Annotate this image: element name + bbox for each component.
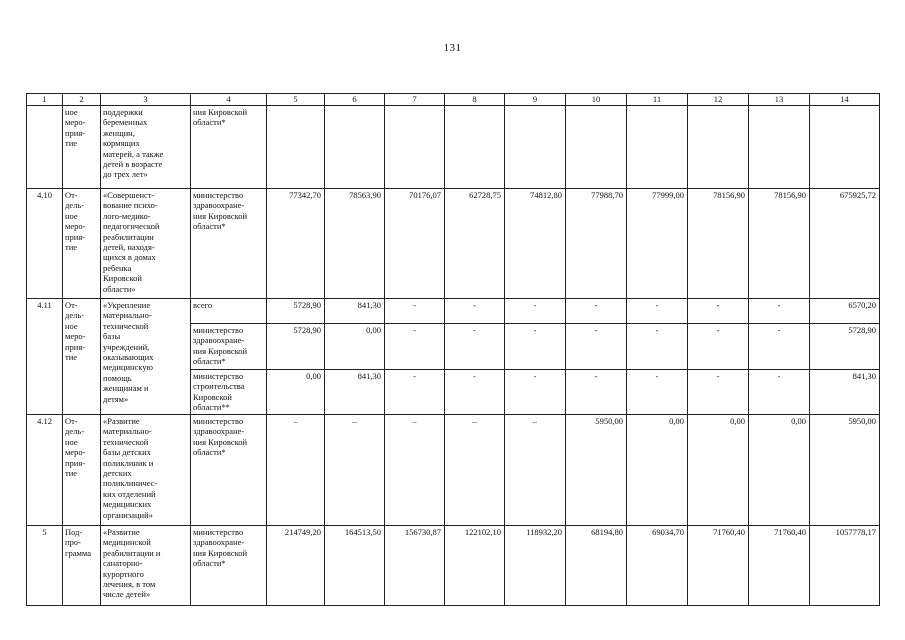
value-cell: 675925,72 (810, 189, 880, 299)
table-row-4-10 (27, 189, 880, 299)
value-cell: 214749,20 (267, 526, 325, 606)
executor-cell: министерство строительства Кировской области** (191, 370, 267, 415)
value-cell: - (505, 324, 566, 370)
header-cell: 6 (325, 94, 385, 106)
header-cell: 8 (445, 94, 505, 106)
event-type-cell: От- дель- ное меро- прия- тие (63, 415, 101, 526)
value-cell: - (566, 370, 627, 415)
value-cell: – (445, 415, 505, 526)
row-number-cell (27, 106, 63, 189)
value-cell: 1057778,17 (810, 526, 880, 606)
event-name-cell: «Совершенст- вование психо- лого-медико- педагогической реабилитации детей, находя- щихся в домах ребенка Кировской области» (101, 189, 191, 299)
value-cell (749, 106, 810, 189)
value-cell (385, 106, 445, 189)
value-cell: - (505, 299, 566, 324)
value-cell: 841,30 (810, 370, 880, 415)
value-cell: - (445, 299, 505, 324)
value-cell: 78156,90 (749, 189, 810, 299)
value-cell: 0,00 (688, 415, 749, 526)
header-cell: 14 (810, 94, 880, 106)
event-type-cell: От- дель- ное меро- прия- тие (63, 189, 101, 299)
value-cell: 71760,40 (749, 526, 810, 606)
executor-cell: всего (191, 299, 267, 324)
row-number-cell: 5 (27, 526, 63, 606)
value-cell: - (566, 299, 627, 324)
value-cell: - (688, 324, 749, 370)
header-cell: 11 (627, 94, 688, 106)
header-row (27, 94, 880, 106)
value-cell: – (325, 415, 385, 526)
value-cell: - (627, 324, 688, 370)
event-type-cell: Под- про- грамма (63, 526, 101, 606)
value-cell (688, 106, 749, 189)
value-cell: 77999,00 (627, 189, 688, 299)
event-name-cell: «Развитие материально- технической базы детских поликлиник и детских поликлиничес- ких отделений медицинских организаций» (101, 415, 191, 526)
row-number-cell: 4.12 (27, 415, 63, 526)
value-cell: 70176,07 (385, 189, 445, 299)
value-cell: – (385, 415, 445, 526)
value-cell: - (445, 324, 505, 370)
value-cell: – (267, 415, 325, 526)
event-name-cell: поддержки беременных женщин, кормящих матерей, а также детей в возрасте до трех лет» (101, 106, 191, 189)
value-cell: 0,00 (267, 370, 325, 415)
header-cell: 3 (101, 94, 191, 106)
table-row-4-12 (27, 415, 880, 526)
value-cell (810, 106, 880, 189)
value-cell: 77342,70 (267, 189, 325, 299)
header-cell: 13 (749, 94, 810, 106)
value-cell: 841,30 (325, 299, 385, 324)
value-cell: – (505, 415, 566, 526)
value-cell: 6570,20 (810, 299, 880, 324)
value-cell: 0,00 (325, 324, 385, 370)
executor-cell: министерство здравоохране- ния Кировской области* (191, 415, 267, 526)
row-number-cell: 4.10 (27, 189, 63, 299)
value-cell (505, 106, 566, 189)
header-cell: 7 (385, 94, 445, 106)
value-cell (566, 106, 627, 189)
value-cell: 122102,10 (445, 526, 505, 606)
value-cell: - (385, 299, 445, 324)
table-row-continuation (27, 106, 880, 189)
executor-cell: министерство здравоохране- ния Кировской области* (191, 189, 267, 299)
value-cell: - (627, 299, 688, 324)
value-cell: 71760,40 (688, 526, 749, 606)
value-cell: - (749, 299, 810, 324)
value-cell (627, 106, 688, 189)
value-cell: 5728,90 (267, 324, 325, 370)
value-cell: - (385, 324, 445, 370)
value-cell: - (627, 370, 688, 415)
value-cell: - (688, 370, 749, 415)
header-cell: 1 (27, 94, 63, 106)
value-cell: - (385, 370, 445, 415)
value-cell: 78563,90 (325, 189, 385, 299)
row-number-cell: 4.11 (27, 299, 63, 415)
header-cell: 9 (505, 94, 566, 106)
header-cell: 4 (191, 94, 267, 106)
value-cell: - (749, 324, 810, 370)
value-cell: 5950,00 (566, 415, 627, 526)
value-cell: - (445, 370, 505, 415)
value-cell: - (688, 299, 749, 324)
value-cell: 841,30 (325, 370, 385, 415)
event-type-cell: ное меро- прия- тие (63, 106, 101, 189)
event-name-cell: «Развитие медицинской реабилитации и санаторно- курортного лечения, в том числе детей» (101, 526, 191, 606)
value-cell (325, 106, 385, 189)
budget-table (26, 93, 880, 606)
value-cell: 62728,75 (445, 189, 505, 299)
value-cell: 74812,80 (505, 189, 566, 299)
value-cell: 0,00 (627, 415, 688, 526)
header-cell: 10 (566, 94, 627, 106)
value-cell: 156730,87 (385, 526, 445, 606)
table-row-5 (27, 526, 880, 606)
value-cell: 5728,90 (267, 299, 325, 324)
executor-cell: министерство здравоохране- ния Кировской области* (191, 324, 267, 370)
value-cell: 118932,20 (505, 526, 566, 606)
value-cell: - (749, 370, 810, 415)
value-cell: 69034,70 (627, 526, 688, 606)
page-number: 131 (443, 42, 462, 54)
value-cell: 164513,50 (325, 526, 385, 606)
header-cell: 5 (267, 94, 325, 106)
executor-cell: министерство здравоохране- ния Кировской области* (191, 526, 267, 606)
event-name-cell: «Укрепление материально- технической базы учреждений, оказывающих медицинскую помощь женщинам и детям» (101, 299, 191, 415)
value-cell: - (566, 324, 627, 370)
value-cell: 78156,90 (688, 189, 749, 299)
value-cell: 77988,70 (566, 189, 627, 299)
value-cell: - (505, 370, 566, 415)
table-row-4-11-total (27, 299, 880, 324)
value-cell: 0,00 (749, 415, 810, 526)
value-cell (267, 106, 325, 189)
value-cell: 68194,80 (566, 526, 627, 606)
executor-cell: ния Кировской области* (191, 106, 267, 189)
value-cell: 5728,90 (810, 324, 880, 370)
header-cell: 2 (63, 94, 101, 106)
value-cell: 5950,00 (810, 415, 880, 526)
value-cell (445, 106, 505, 189)
header-cell: 12 (688, 94, 749, 106)
event-type-cell: От- дель- ное меро- прия- тие (63, 299, 101, 415)
